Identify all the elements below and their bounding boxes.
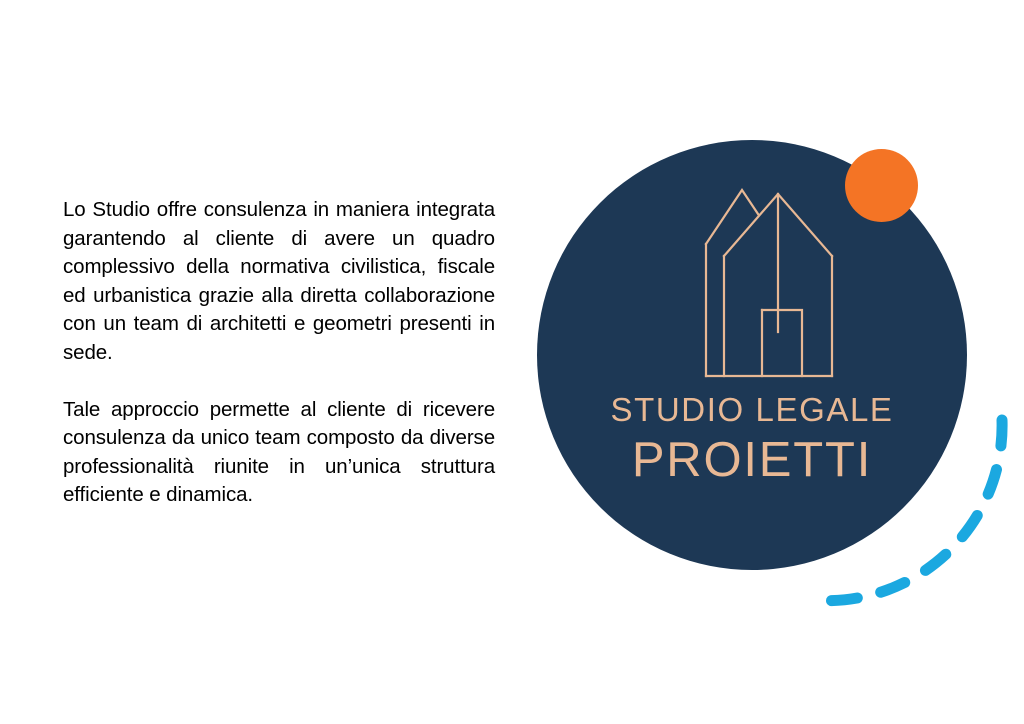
- paragraph-1: Lo Studio offre consulenza in maniera integrata garantendo al cliente di avere un quadro complessivo della normativa civilistica, fiscale ed urbanistica grazie alla diretta collaborazione con un team di architetti e geometri presenti in sede.: [63, 198, 495, 364]
- dashed-arc-decoration: [752, 400, 1012, 610]
- logo-line-proietti: PROIETTI: [631, 433, 873, 487]
- house-outline-icon: [662, 160, 852, 390]
- logo-composition: [512, 120, 1024, 620]
- paragraph-2: Tale approccio permette al cliente di ricevere consulenza da unico team composto da diverse professionalità riunite in un’unica struttura efficiente e dinamica.: [63, 397, 495, 507]
- orange-dot-shape: [845, 149, 918, 222]
- body-text-column: [63, 196, 495, 510]
- logo-line-studio-legale: STUDIO LEGALE: [610, 391, 894, 428]
